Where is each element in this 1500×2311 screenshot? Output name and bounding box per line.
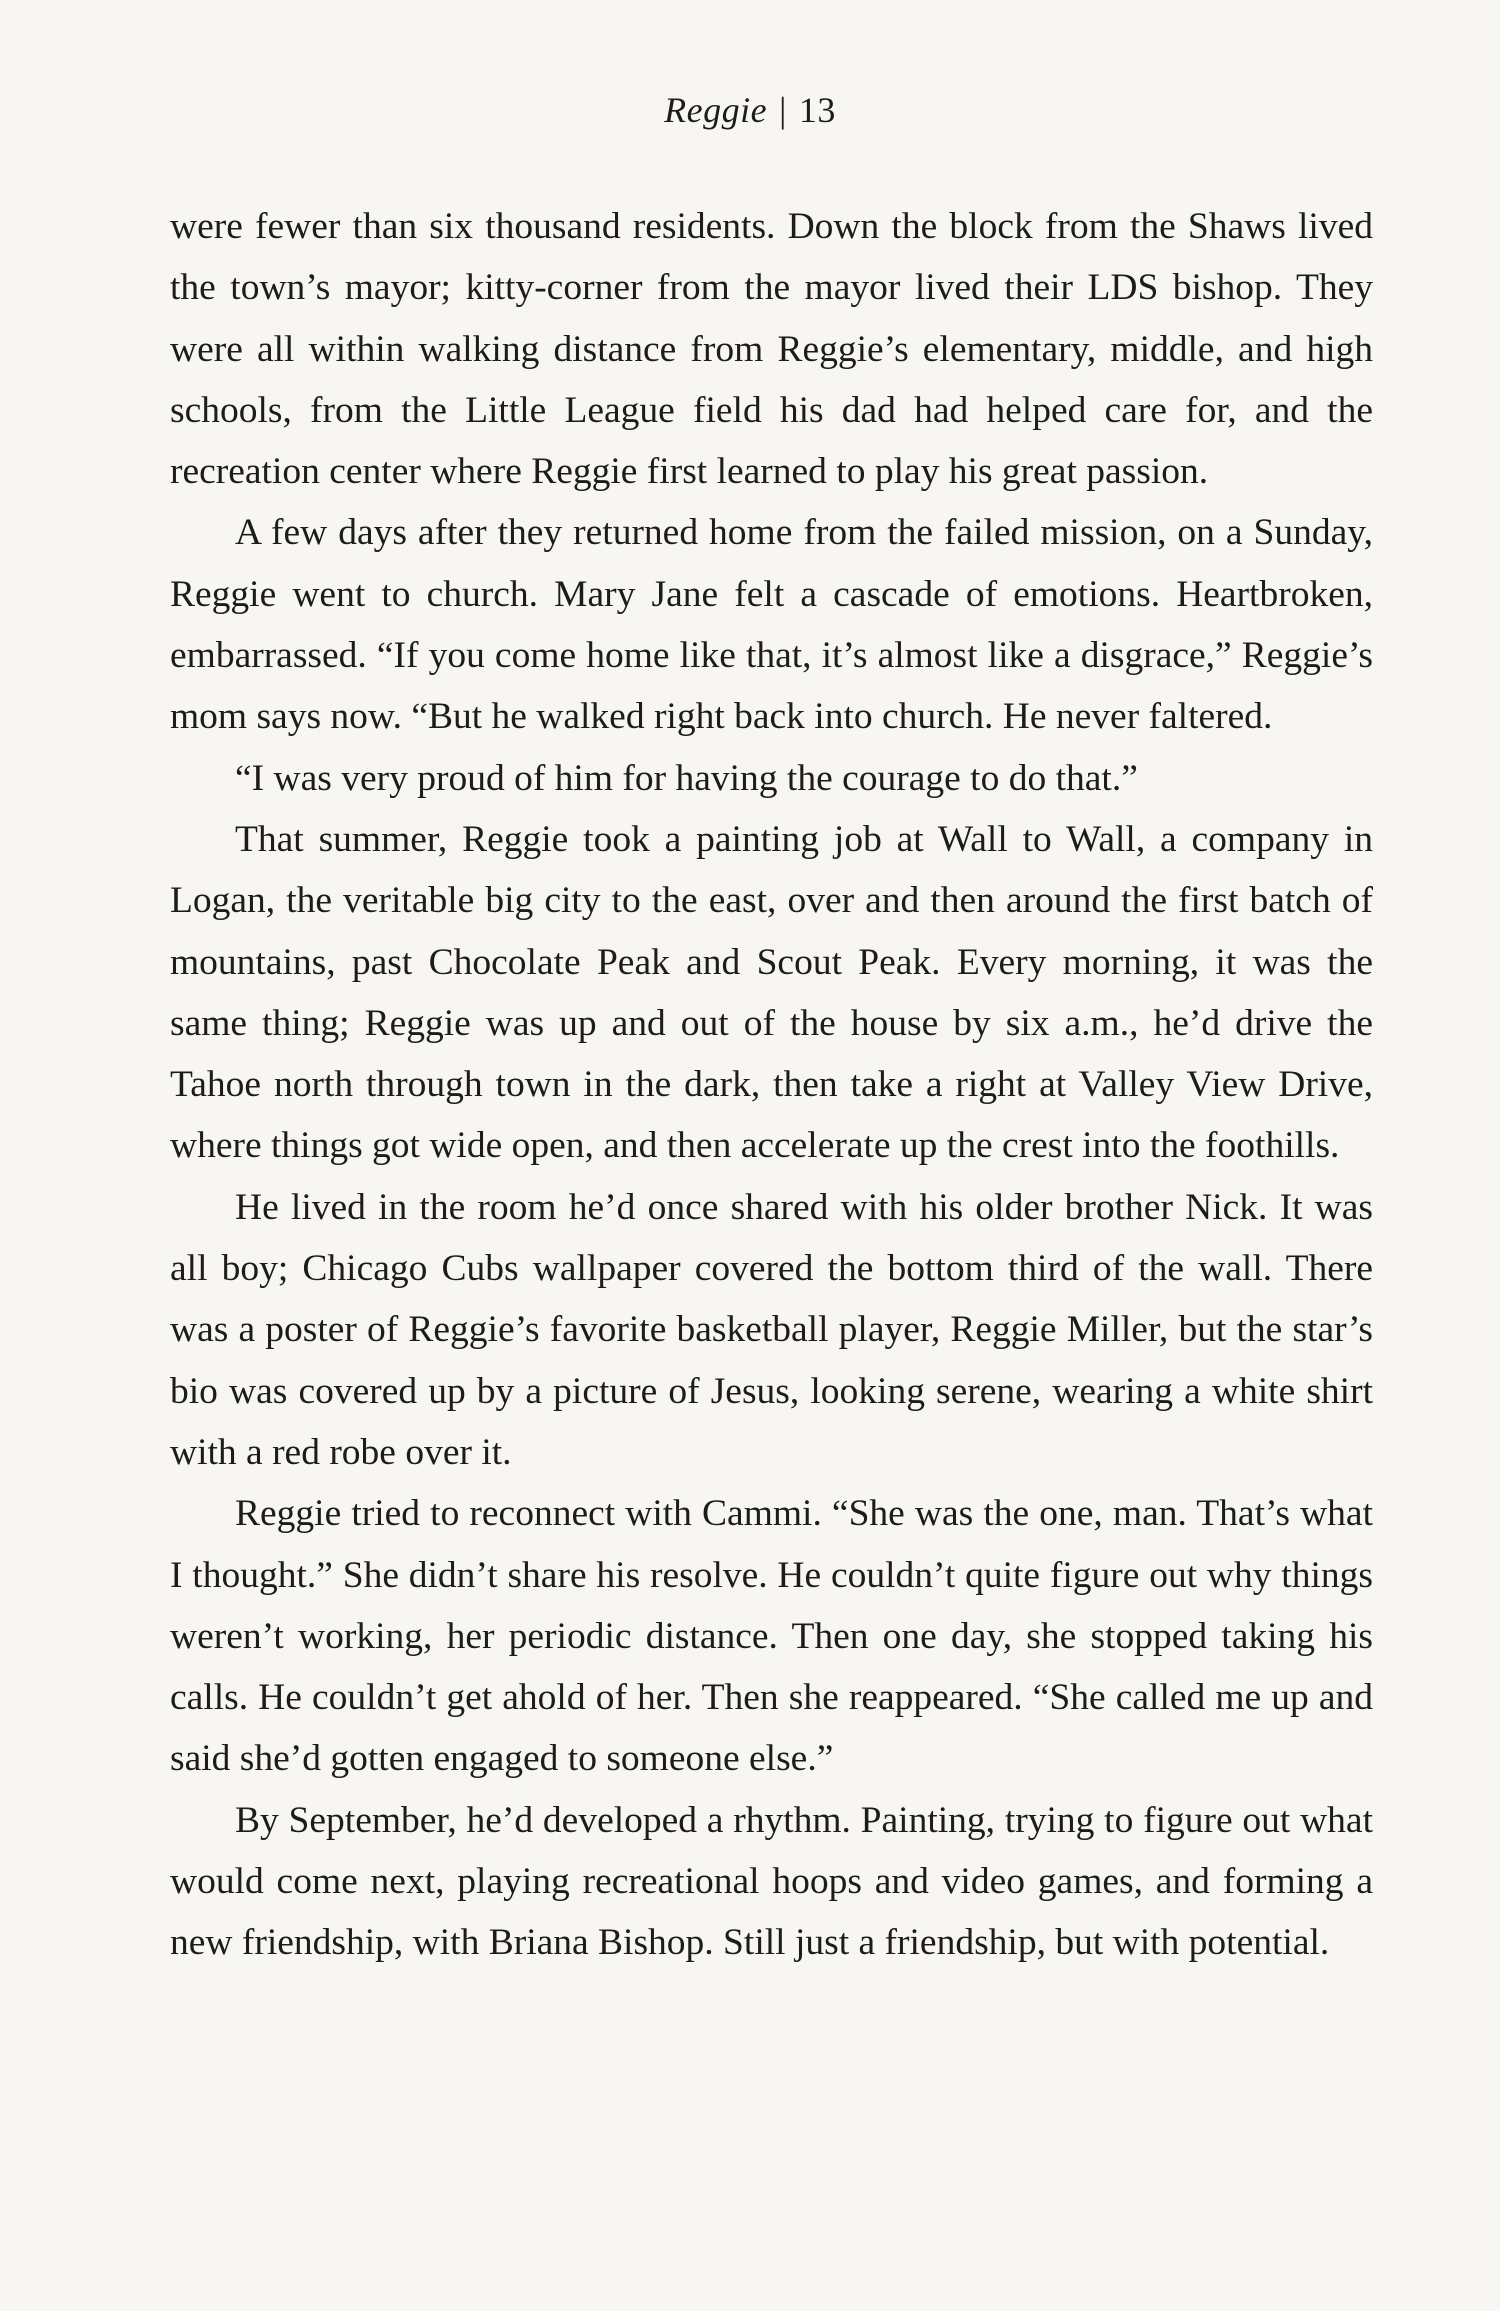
paragraph-2: A few days after they returned home from the failed mission, on a Sunday, Reggie went to church. Mary Jane felt a cascade of emotions. Heartbroken, embarrassed. “If you come home like that, it’s almost like a disgrace,” Reggie’s mom says now. “But he walked right back into church. He never faltered. xyxy=(170,512,1373,738)
paragraph-6: Reggie tried to reconnect with Cammi. “She was the one, man. That’s what I thought.” She didn’t share his resolve. He couldn’t quite figure out why things weren’t working, her periodic distance. Then one day, she stopped taking his calls. He couldn’t get ahold of her. Then she reappeared. “She called me up and said she’d gotten engaged to someone else.” xyxy=(170,1493,1373,1780)
paragraph-5: He lived in the room he’d once shared with his older brother Nick. It was all boy; Chicago Cubs wallpaper covered the bottom third of the wall. There was a poster of Reggie’s favorite basketball player, Reggie Miller, but the star’s bio was covered up by a picture of Jesus, looking serene, wearing a white shirt with a red robe over it. xyxy=(170,1186,1373,1473)
paragraph-7: By September, he’d developed a rhythm. Painting, trying to figure out what would come next, playing recreational hoops and video games, and forming a new friendship, with Briana Bishop. Still just a friendship, but with potential. xyxy=(170,1799,1373,1964)
page-number: 13 xyxy=(798,90,836,130)
running-head xyxy=(0,92,1500,128)
paragraph-4: That summer, Reggie took a painting job at Wall to Wall, a company in Logan, the veritable big city to the east, over and then around the first batch of mountains, past Chocolate Peak and Scout Peak. Every morning, it was the same thing; Reggie was up and out of the house by six a.m., he’d drive the Tahoe north through town in the dark, then take a right at Valley View Drive, where things got wide open, and then accelerate up the crest into the foothills. xyxy=(170,818,1373,1167)
body-text xyxy=(170,196,1373,1974)
running-head-separator: | xyxy=(779,90,787,130)
paragraph-3: “I was very proud of him for having the courage to do that.” xyxy=(235,757,1138,799)
running-head-title: Reggie xyxy=(664,90,768,130)
paragraph-1: were fewer than six thousand residents. Down the block from the Shaws lived the town’s mayor; kitty-corner from the mayor lived their LDS bishop. They were all within walking distance from Reggie’s elementary, middle, and high schools, from the Little League field his dad had helped care for, and the recreation center where Reggie first learned to play his great passion. xyxy=(170,206,1373,493)
